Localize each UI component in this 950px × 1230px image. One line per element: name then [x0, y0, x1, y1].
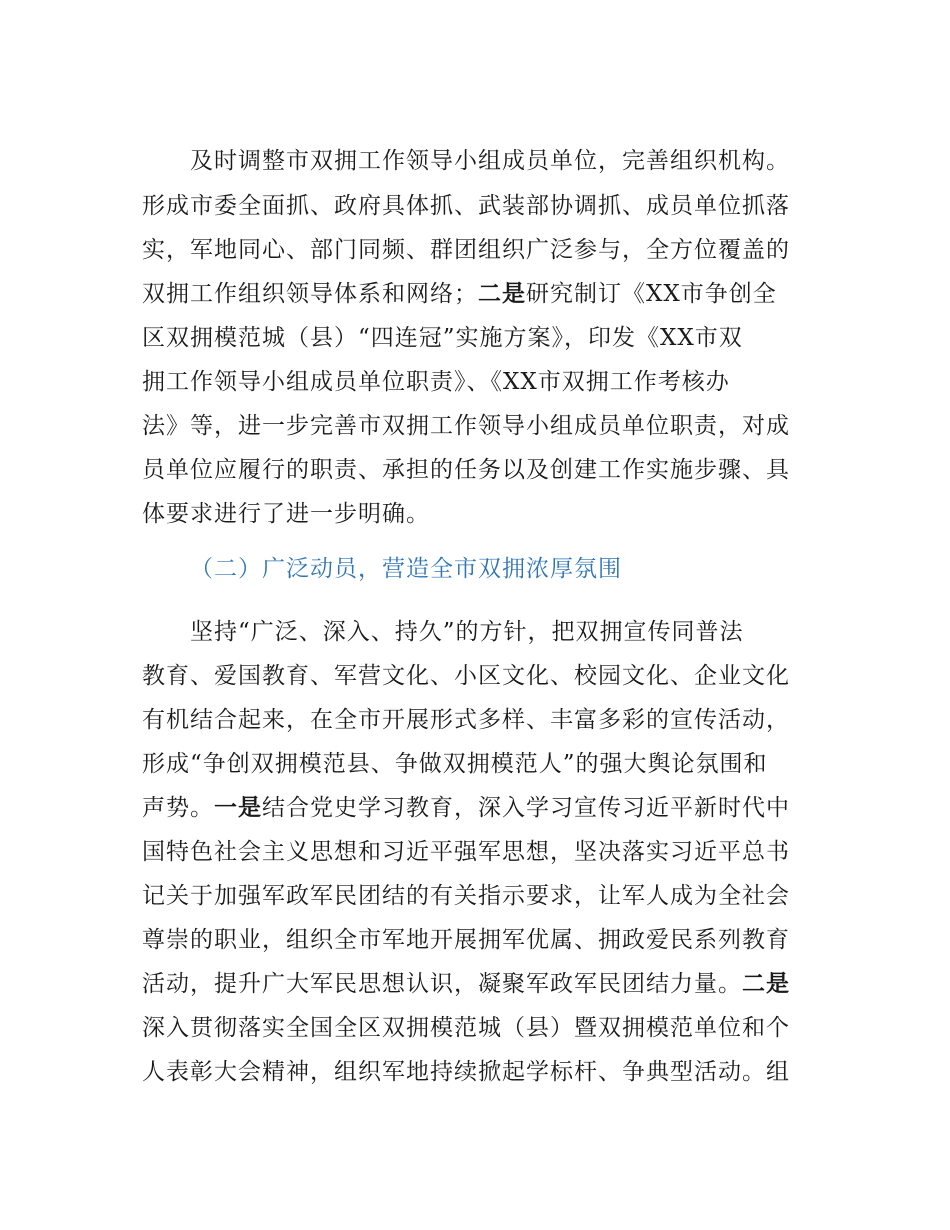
- section-heading: （二）广泛动员，营造全市双拥浓厚氛围: [190, 556, 622, 582]
- paragraph-line: 坚持“广泛、深入、持久”的方针，把双拥宣传同普法: [190, 619, 744, 645]
- text-run: 研究制订《XX市争创全: [526, 281, 777, 307]
- paragraph-line: 形成“争创双拥模范县、争做双拥模范人”的强大舆论氛围和: [142, 751, 768, 777]
- text-run: 活动，提升广大军民思想认识，凝聚军政军民团结力量。: [142, 971, 742, 997]
- paragraph-line: 及时调整市双拥工作领导小组成员单位，完善组织机构。: [190, 148, 790, 174]
- paragraph-line: 区双拥模范城（县）“四连冠”实施方案》，印发《XX市双: [142, 325, 743, 351]
- paragraph-line: 法》等，进一步完善市双拥工作领导小组成员单位职责，对成: [142, 413, 790, 439]
- paragraph-line: 深入贯彻落实全国全区双拥模范城（县）暨双拥模范单位和个: [142, 1015, 790, 1041]
- text-run: 双拥工作组织领导体系和网络；: [142, 281, 478, 307]
- paragraph-line: 实，军地同心、部门同频、群团组织广泛参与，全方位覆盖的: [142, 237, 790, 263]
- bold-marker: 二是: [742, 970, 790, 997]
- paragraph-line: [142, 279, 777, 309]
- text-run: 声势。: [142, 795, 214, 821]
- paragraph-line: 员单位应履行的职责、承担的任务以及创建工作实施步骤、具: [142, 457, 790, 483]
- paragraph-line: 体要求进行了进一步明确。: [142, 501, 430, 527]
- paragraph-line: 国特色社会主义思想和习近平强军思想，坚决落实习近平总书: [142, 839, 790, 865]
- bold-marker: 二是: [478, 280, 526, 307]
- paragraph-line: 尊崇的职业，组织全市军地开展拥军优属、拥政爱民系列教育: [142, 927, 790, 953]
- paragraph-line: 记关于加强军政军民团结的有关指示要求，让军人成为全社会: [142, 883, 790, 909]
- paragraph-line: [142, 793, 790, 823]
- paragraph-line: 教育、爱国教育、军营文化、小区文化、校园文化、企业文化: [142, 663, 790, 689]
- paragraph-line: [142, 969, 790, 999]
- paragraph-line: 有机结合起来，在全市开展形式多样、丰富多彩的宣传活动，: [142, 707, 790, 733]
- text-run: 结合党史学习教育，深入学习宣传习近平新时代中: [262, 795, 790, 821]
- paragraph-line: 人表彰大会精神，组织军地持续掀起学标杆、争典型活动。组: [142, 1059, 790, 1085]
- paragraph-line: 拥工作领导小组成员单位职责》、《XX市双拥工作考核办: [142, 369, 730, 395]
- bold-marker: 一是: [214, 794, 262, 821]
- paragraph-line: 形成市委全面抓、政府具体抓、武装部协调抓、成员单位抓落: [142, 193, 790, 219]
